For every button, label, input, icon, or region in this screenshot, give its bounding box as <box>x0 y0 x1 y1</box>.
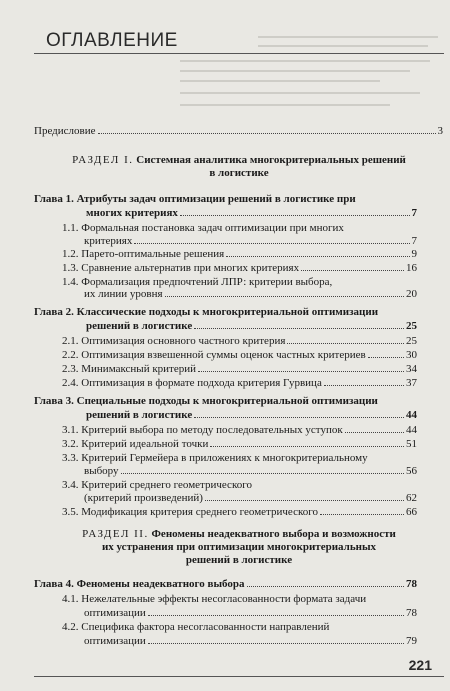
entry-title: Предисловие <box>34 125 96 137</box>
entry-title: выбору <box>84 465 119 477</box>
toc-entry-3-2[interactable] <box>62 438 417 450</box>
toc-entry-2-4[interactable] <box>62 377 417 389</box>
toc-entry-1-4[interactable] <box>84 288 417 300</box>
bleed-line <box>180 104 390 106</box>
bleed-line <box>180 60 430 62</box>
entry-title: 2.3. Минимаксный критерий <box>62 363 197 375</box>
leader-dots <box>324 385 404 386</box>
leader-dots <box>194 328 404 329</box>
leader-dots <box>121 473 404 474</box>
toc-entry-4-1[interactable] <box>84 607 417 619</box>
entry-page: 44 <box>406 424 417 436</box>
entry-title: 3.1. Критерий выбора по методу последовательных уступок <box>62 424 343 436</box>
toc-entry-4-2[interactable] <box>84 635 417 647</box>
toc-entry-1-2[interactable] <box>62 248 417 260</box>
leader-dots <box>165 296 404 297</box>
entry-title: многих критериях <box>86 207 178 219</box>
entry-page: 44 <box>406 409 417 421</box>
toc-entry-2-1[interactable] <box>62 335 417 347</box>
entry-line: 1.4. Формализация предпочтений ЛПР: критерии выбора, <box>62 276 333 288</box>
entry-page: 56 <box>406 465 417 477</box>
toc-entry-1-3[interactable] <box>62 262 417 274</box>
toc-entry-3-5[interactable] <box>62 506 417 518</box>
entry-page: 79 <box>406 635 417 647</box>
chapter-1-title: Глава 1. Атрибуты задач оптимизации решений в логистике при <box>34 193 356 205</box>
entry-title: 2.1. Оптимизация основного частного критерия <box>62 335 286 347</box>
section-title-line: Системная аналитика многокритериальных решений <box>136 154 406 166</box>
entry-page: 7 <box>411 207 417 219</box>
toc-entry-chapter-1[interactable] <box>86 207 417 219</box>
entry-line: 4.2. Специфика фактора несогласованности направлений <box>62 621 330 633</box>
entry-title: критериях <box>84 235 133 247</box>
entry-page: 37 <box>406 377 417 389</box>
toc-entry-chapter-3[interactable] <box>86 409 417 421</box>
entry-title: 3.5. Модификация критерия среднего геометрического <box>62 506 318 518</box>
entry-page: 78 <box>406 607 417 619</box>
section-title-line: решений в логистике <box>185 554 293 566</box>
entry-page: 78 <box>406 578 417 590</box>
page-title: ОГЛАВЛЕНИЕ <box>46 30 178 51</box>
entry-title: 2.4. Оптимизация в формате подхода критерия Гурвица <box>62 377 322 389</box>
entry-page: 25 <box>406 320 417 332</box>
section-1-heading <box>34 154 444 180</box>
entry-line: 1.1. Формальная постановка задач оптимизации при многих <box>62 222 344 234</box>
leader-dots <box>148 643 404 644</box>
entry-page: 3 <box>437 125 443 137</box>
leader-dots <box>320 514 404 515</box>
section-lead: РАЗДЕЛ II. <box>82 528 149 540</box>
entry-title: Глава 4. Феномены неадекватного выбора <box>34 578 245 590</box>
entry-page: 9 <box>411 248 417 260</box>
chapter-3-title: Глава 3. Специальные подходы к многокритериальной оптимизации <box>34 395 378 407</box>
title-rule <box>34 53 444 54</box>
leader-dots <box>180 215 410 216</box>
section-lead: РАЗДЕЛ I. <box>72 154 134 166</box>
leader-dots <box>287 343 404 344</box>
page-number: 221 <box>408 657 432 673</box>
bleed-line <box>258 45 428 47</box>
toc-entry-1-1[interactable] <box>84 235 417 247</box>
bleed-line <box>180 80 380 82</box>
entry-page: 51 <box>406 438 417 450</box>
entry-page: 66 <box>406 506 417 518</box>
toc-entry-3-4[interactable] <box>84 492 417 504</box>
toc-entry-chapter-2[interactable] <box>86 320 417 332</box>
entry-title: их линии уровня <box>84 288 163 300</box>
section-title-line: Феномены неадекватного выбора и возможности <box>151 528 396 540</box>
entry-page: 7 <box>411 235 417 247</box>
entry-title: 1.2. Парето-оптимальные решения <box>62 248 225 260</box>
section-2-heading <box>34 528 444 567</box>
toc-entry-3-1[interactable] <box>62 424 417 436</box>
entry-page: 20 <box>406 288 417 300</box>
entry-title: 3.2. Критерий идеальной точки <box>62 438 209 450</box>
leader-dots <box>301 270 404 271</box>
toc-entry-3-3[interactable] <box>84 465 417 477</box>
leader-dots <box>205 500 404 501</box>
entry-title: решений в логистике <box>86 409 193 421</box>
entry-page: 62 <box>406 492 417 504</box>
section-title-line: в логистике <box>209 167 269 179</box>
toc-entry-chapter-4[interactable] <box>34 578 417 590</box>
entry-title: решений в логистике <box>86 320 193 332</box>
leader-dots <box>194 417 404 418</box>
entry-page: 16 <box>406 262 417 274</box>
entry-title: оптимизации <box>84 607 146 619</box>
entry-page: 30 <box>406 349 417 361</box>
leader-dots <box>134 243 409 244</box>
leader-dots <box>226 256 409 257</box>
leader-dots <box>148 615 404 616</box>
toc-entry-preface[interactable] <box>34 125 443 137</box>
footer-rule <box>34 676 444 677</box>
leader-dots <box>98 133 436 134</box>
section-title-line: их устранения при оптимизации многокритериальных <box>101 541 377 553</box>
leader-dots <box>345 432 404 433</box>
toc-entry-2-3[interactable] <box>62 363 417 375</box>
entry-line: 4.1. Нежелательные эффекты несогласованности формата задачи <box>62 593 367 605</box>
bleed-line <box>258 36 438 38</box>
entry-page: 34 <box>406 363 417 375</box>
bleed-line <box>180 92 420 94</box>
entry-line: 3.4. Критерий среднего геометрического <box>62 479 252 491</box>
entry-title: 1.3. Сравнение альтернатив при многих критериях <box>62 262 300 274</box>
entry-line: 3.3. Критерий Гермейера в приложениях к многокритериальному <box>62 452 368 464</box>
chapter-2-title: Глава 2. Классические подходы к многокритериальной оптимизации <box>34 306 379 318</box>
entry-page: 25 <box>406 335 417 347</box>
bleed-line <box>180 70 410 72</box>
entry-title: (критерий произведений) <box>84 492 203 504</box>
leader-dots <box>210 446 404 447</box>
toc-entry-2-2[interactable] <box>62 349 417 361</box>
leader-dots <box>198 371 404 372</box>
entry-title: 2.2. Оптимизация взвешенной суммы оценок частных критериев <box>62 349 366 361</box>
leader-dots <box>368 357 404 358</box>
entry-title: оптимизации <box>84 635 146 647</box>
leader-dots <box>247 586 404 587</box>
